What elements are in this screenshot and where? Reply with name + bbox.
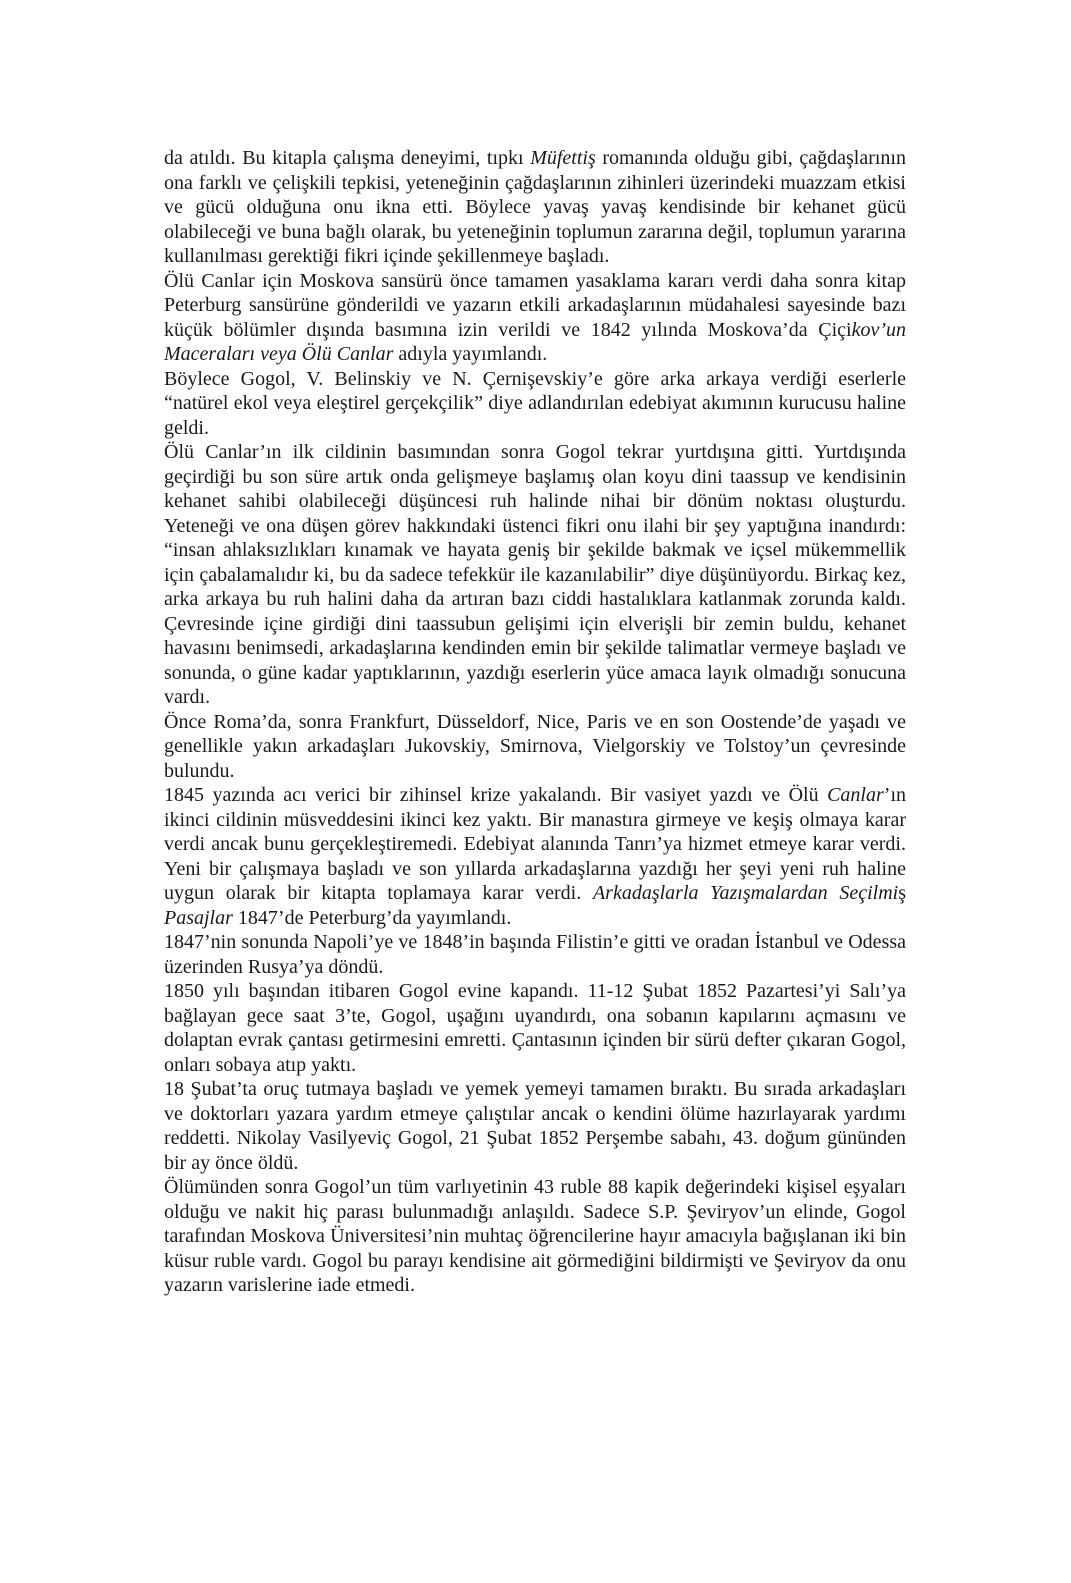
italic-text: Arkadaşlarla Yazışmalardan Seçilmi [592, 882, 899, 904]
paragraph [164, 146, 906, 269]
paragraph [164, 1077, 906, 1175]
text-run: 1845 yazında acı verici bir zihinsel krize yakalandı. Bir vasiyet yazdı ve Ölü [164, 784, 828, 806]
text-run: Ölü Canlar için Moskova sansürü önce tamamen yasaklama kararı verdi daha sonra kitap Peterburg sansürüne gönderildi ve yazarın etkili arkadaşlarının müdahalesi sayesinde bazı küçük bölümler dışında basımına izin verildi ve 1842 yılında Moskova’da Çiçi [164, 269, 906, 341]
text-run: 1847’de Peterburg’da yayımlandı. [232, 906, 512, 929]
text-run: 1850 yılı başından itibaren Gogol evine kapandı. 11-12 Şubat 1852 Pazartesi’yi Salı’ya bağlayan gece saat 3’te, Gogol, uşağını uyandırdı, ona sobanın kapılarını açmasını ve dolaptan evrak çantası getirmesini emretti. Çantasının içinden bir sürü defter çıkaran Gogol, onları sobaya atıp yaktı. [164, 980, 906, 1076]
paragraph [164, 930, 906, 979]
italic-text: Canlar [827, 784, 884, 806]
paragraph [164, 367, 906, 441]
text-run: ’ın ikinci cildinin müsveddesini ikinci kez yaktı. Bir manastıra girmeye ve keşiş olmaya karar verdi ancak bunu gerçekleştiremedi. Edebiyat alanında Tanrı’ya hizmet etmeye karar verdi. Yeni bir çalışmaya başladı ve son yıllarda arkadaşlarına yazdığı her şeyi yeni ruh haline uygun olarak bir kitapta toplamaya karar verdi. [164, 784, 906, 904]
text-run: 1847’nin sonunda Napoli’ye ve 1848’in başında Filistin’e gitti ve oradan İstanbul ve Odessa üzerinden Rusya’ya döndü. [164, 931, 906, 978]
italic-text: Müfettiş [530, 147, 596, 169]
text-run: Böylece Gogol, V. Belinskiy ve N. Çernişevskiy’e göre arka arkaya verdiği eserlerle “natürel ekol veya eleştirel gerçekçilik” diye adlandırılan edebiyat akımının kurucusu haline geldi. [164, 367, 906, 439]
paragraph [164, 440, 906, 710]
italic-text: Pasajlar [164, 906, 233, 929]
text-run: Önce Roma’da, sonra Frankfurt, Düsseldorf, Nice, Paris ve en son Oostende’de yaşadı ve genellikle yakın arkadaşları Jukovskiy, Smirnova, Vielgorskiy ve Tolstoy’un çevresinde bulundu. [164, 710, 906, 782]
text-run: romanında olduğu gibi, çağdaşlarının ona farklı ve çelişkili tepkisi, yeteneğinin çağdaşlarının zihinleri üzerindeki muazzam etkisi ve gücü olduğuna onu ikna etti. Böylece yavaş yavaş kendisinde bir kehanet gücü olabileceği ve buna bağlı olarak, bu yeteneğinin toplumun zararına değil, toplumun yararına kullanılması gerektiği fikri içinde şekillenmeye başladı. [164, 147, 906, 267]
body-text [164, 146, 906, 1298]
text-run: Ölü Canlar’ın ilk cildinin basımından sonra Gogol tekrar yurtdışına gitti. Yurtdışında geçirdiği bu son süre artık onda gelişmeye başlamış olan koyu dini taassup ve kendisinin kehanet sahibi olabileceği düşüncesi ruh halinde nihai bir dönüm noktası oluşturdu. Yeteneği ve ona düşen görev hakkındaki üstenci fikri onu ilahi bir şey yaptığına inandırdı: “insan ahlaksızlıkları kınamak ve hayata geniş bir şekilde bakmak ve içsel mükemmellik için çabalamalıdır ki, bu da sadece tefekkür ile kazanılabilir” diye düşünüyordu. Birkaç kez, arka arkaya bu ruh halini daha da artıran bazı ciddi hastalıklara katlanmak zorunda kaldı. Çevresinde içine girdiği dini taassubun gelişimi için elverişli bir zemin buldu, kehanet havasını benimsedi, arkadaşlarına kendinden emin bir şekilde talimatlar vermeye başladı ve sonunda, o güne kadar yaptıklarının, yazdığı eserlerin yüce amaca layık olmadığı sonucuna vardı. [164, 441, 906, 708]
paragraph [164, 1175, 906, 1298]
paragraph [164, 783, 906, 930]
italic-text: kov’un Maceraları veya Ölü Canlar [164, 318, 906, 365]
text-run: Ölümünden sonra Gogol’un tüm varlıyetinin 43 ruble 88 kapik değerindeki kişisel eşyaları olduğu ve nakit hiç parası bulunmadığı anlaşıldı. Sadece S.P. Şeviryov’un elinde, Gogol tarafından Moskova Üniversitesi’nin muhtaç öğrencilerine hayır amacıyla bağışlanan iki bin küsur ruble vardı. Gogol bu parayı kendisine ait görmediğini bildirmişti ve Şeviryov da onu yazarın varislerine iade etmedi. [164, 1176, 906, 1296]
text-run: ş [898, 882, 906, 904]
paragraph [164, 710, 906, 784]
paragraph [164, 979, 906, 1077]
text-run: da atıldı. Bu kitapla çalışma deneyimi, tıpkı [164, 147, 531, 169]
text-run: 18 Şubat’ta oruç tutmaya başladı ve yemek yemeyi tamamen bıraktı. Bu sırada arkadaşları ve doktorları yazara yardım etmeye çalıştılar ancak o kendini ölüme hazırlayarak yardımı reddetti. Nikolay Vasilyeviç Gogol, 21 Şubat 1852 Perşembe sabahı, 43. doğum gününden bir ay önce öldü. [164, 1078, 906, 1174]
paragraph [164, 269, 906, 367]
text-run: adıyla yayımlandı. [393, 343, 548, 365]
